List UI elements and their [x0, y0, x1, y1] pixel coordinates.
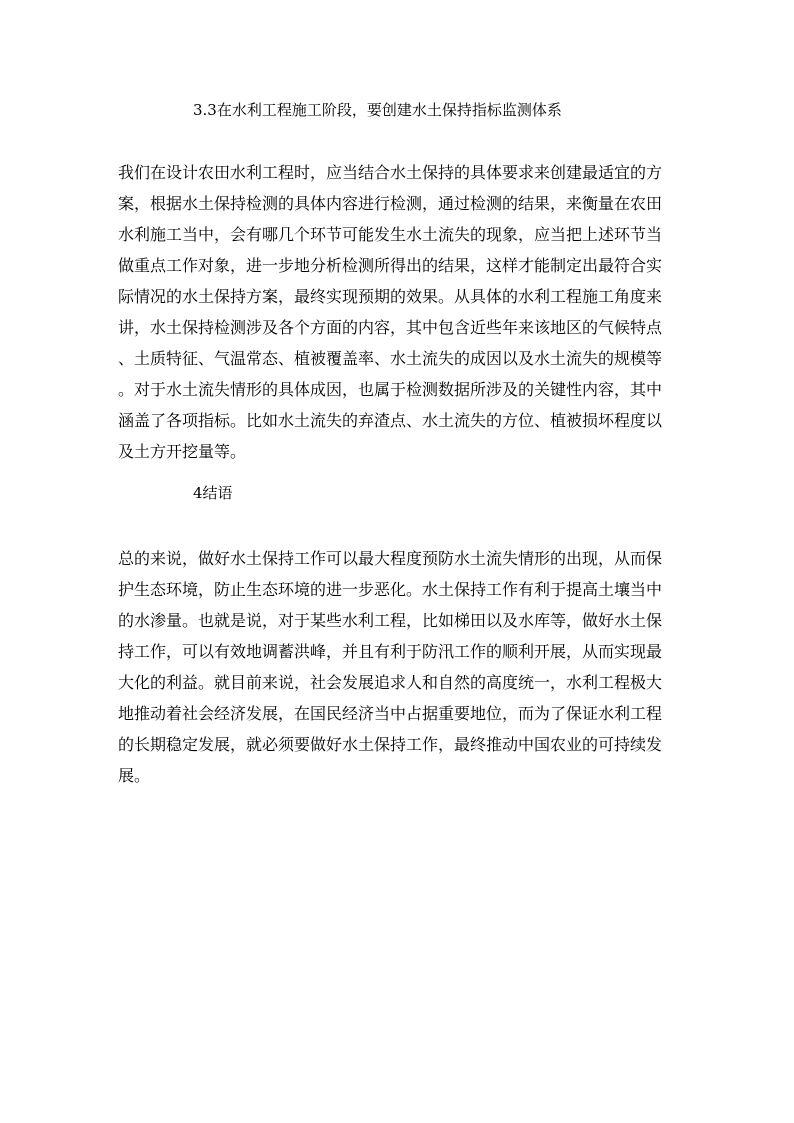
section-heading: 3.3在水利工程施工阶段，要创建水土保持指标监测体系: [193, 101, 562, 119]
paragraph-2-line: 持工作，可以有效地调蓄洪峰，并且有利于防汛工作的顺利开展，从而实现最: [118, 642, 663, 661]
conclusion-heading: 4结语: [193, 484, 233, 502]
paragraph-1-line: 、土质特征、气温常态、植被覆盖率、水土流失的成因以及水土流失的规模等: [118, 349, 663, 368]
paragraph-1-line: 及土方开挖量等。: [118, 442, 247, 461]
paragraph-1-line: 际情况的水土保持方案，最终实现预期的效果。从具体的水利工程施工角度来: [118, 287, 663, 306]
paragraph-1-line: 我们在设计农田水利工程时，应当结合水土保持的具体要求来创建最适宜的方: [118, 163, 663, 182]
paragraph-2-line: 地推动着社会经济发展，在国民经济当中占据重要地位，而为了保证水利工程: [118, 704, 663, 723]
paragraph-2-line: 大化的利益。就目前来说，社会发展追求人和自然的高度统一，水利工程极大: [118, 673, 663, 692]
paragraph-1-line: 水利施工当中，会有哪几个环节可能发生水土流失的现象，应当把上述环节当: [118, 225, 663, 244]
paragraph-2-line: 展。: [118, 766, 151, 785]
paragraph-2-line: 护生态环境，防止生态环境的进一步恶化。水土保持工作有利于提高土壤当中: [118, 580, 663, 599]
paragraph-2-line: 的水渗量。也就是说，对于某些水利工程，比如梯田以及水库等，做好水土保: [118, 611, 663, 630]
paragraph-1-line: 涵盖了各项指标。比如水土流失的弃渣点、水土流失的方位、植被损坏程度以: [118, 411, 663, 430]
paragraph-1-line: 讲，水土保持检测涉及各个方面的内容，其中包含近些年来该地区的气候特点: [118, 318, 663, 337]
paragraph-1-line: 。对于水土流失情形的具体成因，也属于检测数据所涉及的关键性内容，其中: [118, 380, 663, 399]
paragraph-2-line: 总的来说，做好水土保持工作可以最大程度预防水土流失情形的出现，从而保: [118, 549, 663, 568]
paragraph-1-line: 案，根据水土保持检测的具体内容进行检测，通过检测的结果，来衡量在农田: [118, 194, 663, 213]
paragraph-2-line: 的长期稳定发展，就必须要做好水土保持工作，最终推动中国农业的可持续发: [118, 735, 663, 754]
paragraph-1-line: 做重点工作对象，进一步地分析检测所得出的结果，这样才能制定出最符合实: [118, 256, 663, 275]
